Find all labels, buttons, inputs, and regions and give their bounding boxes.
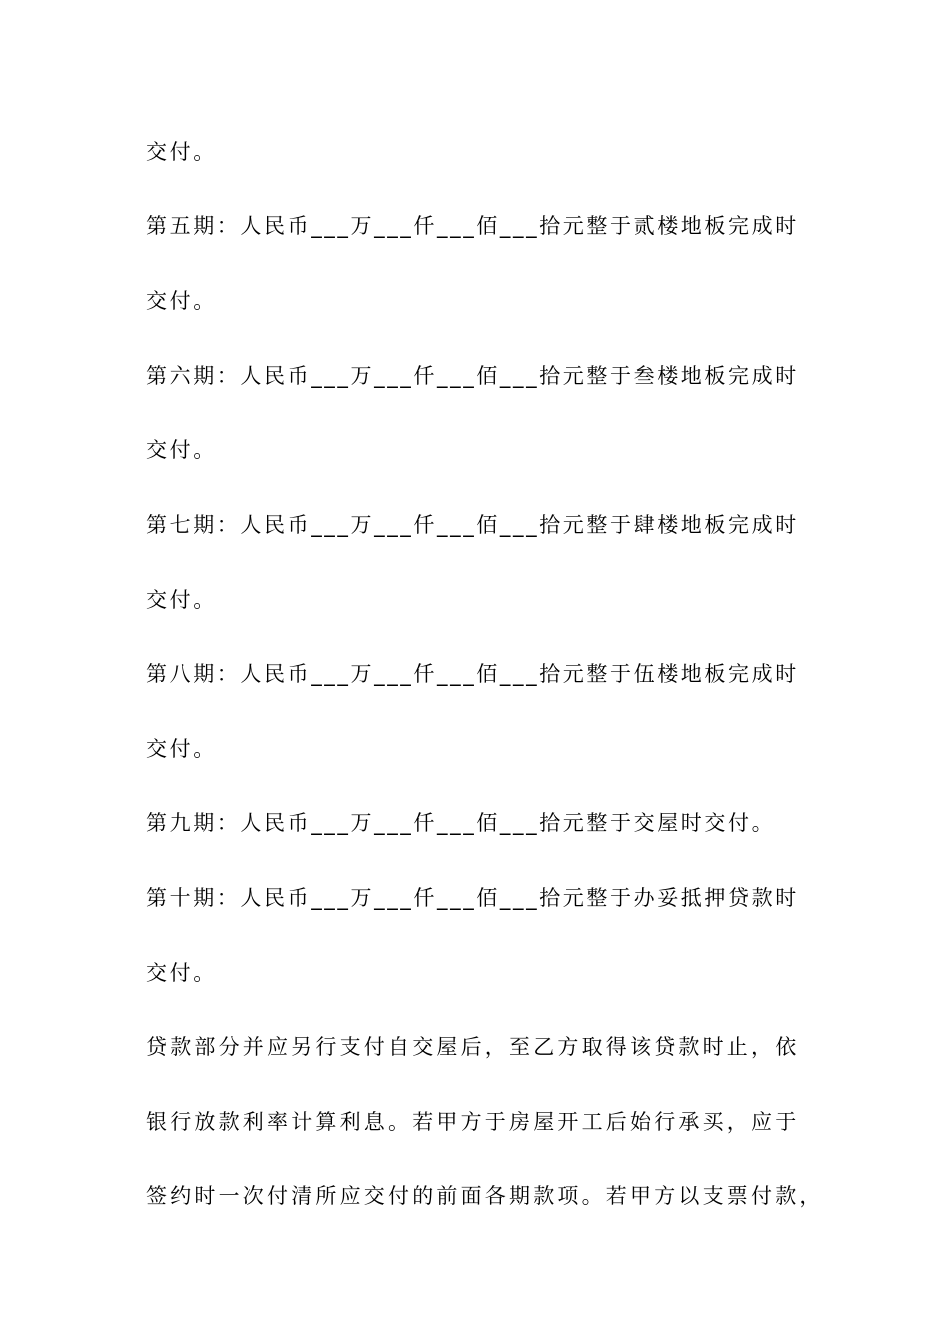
- text-line: 交付。: [146, 588, 217, 612]
- text-line: 交付。: [146, 737, 217, 761]
- text-line: 第五期：人民币___万___仟___佰___拾元整于贰楼地板完成时: [146, 214, 799, 238]
- text-line: 第九期：人民币___万___仟___佰___拾元整于交屋时交付。: [146, 811, 776, 835]
- text-line: 签约时一次付清所应交付的前面各期款项。若甲方以支票付款，: [146, 1184, 824, 1208]
- text-line: 贷款部分并应另行支付自交屋后，至乙方取得该贷款时止，依: [146, 1035, 800, 1059]
- text-line: 交付。: [146, 140, 217, 164]
- text-line: 交付。: [146, 438, 217, 462]
- text-line: 银行放款利率计算利息。若甲方于房屋开工后始行承买，应于: [146, 1110, 800, 1134]
- text-line: 交付。: [146, 289, 217, 313]
- text-line: 第八期：人民币___万___仟___佰___拾元整于伍楼地板完成时: [146, 662, 799, 686]
- text-line: 第六期：人民币___万___仟___佰___拾元整于叁楼地板完成时: [146, 364, 799, 388]
- text-line: 第七期：人民币___万___仟___佰___拾元整于肆楼地板完成时: [146, 513, 799, 537]
- text-line: 交付。: [146, 961, 217, 985]
- text-line: 第十期：人民币___万___仟___佰___拾元整于办妥抵押贷款时: [146, 886, 799, 910]
